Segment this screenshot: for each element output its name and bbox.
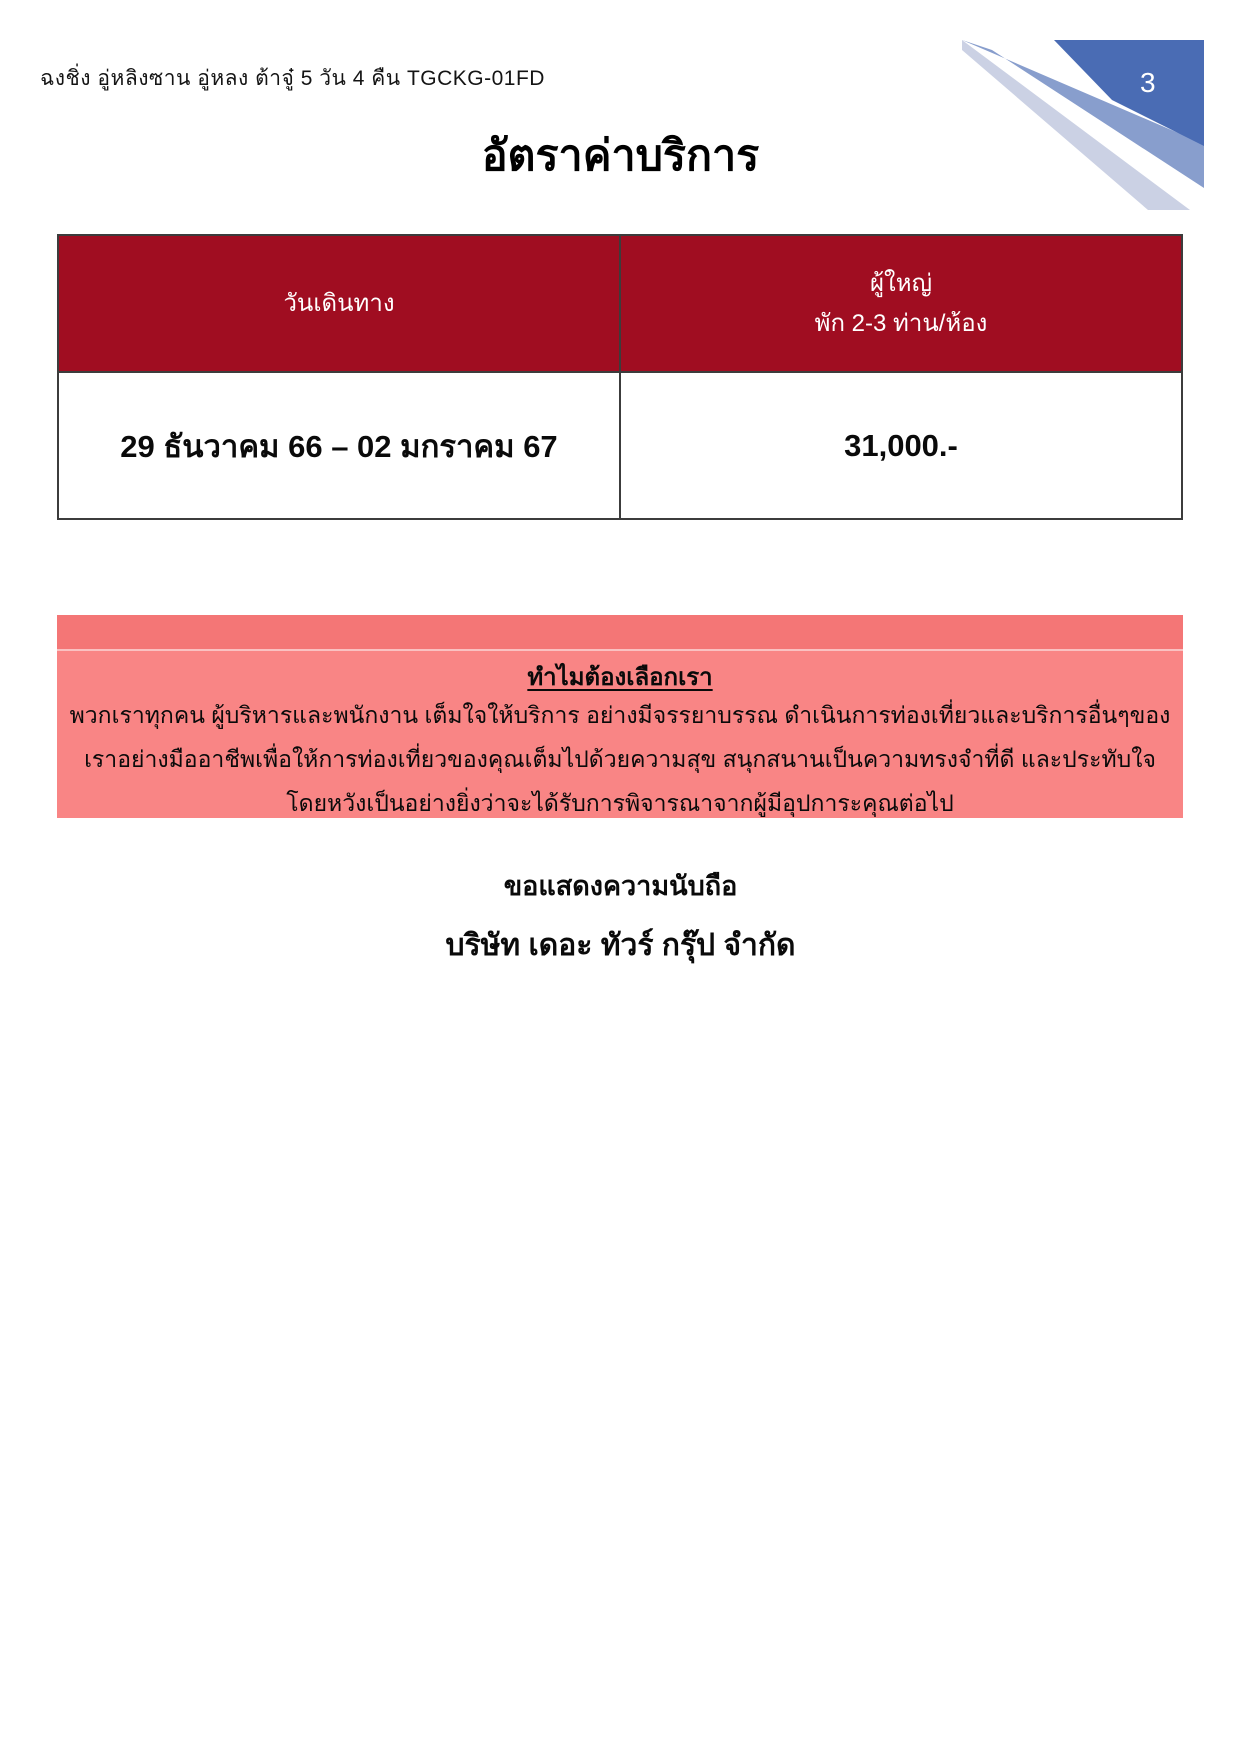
price-table-row — [58, 372, 1182, 519]
header-cell-adult-price — [620, 235, 1182, 372]
page-number: 3 — [1140, 67, 1156, 98]
why-choose-us-box — [57, 615, 1183, 818]
closing-regards-text: ขอแสดงความนับถือ — [503, 871, 738, 901]
company-name-text: บริษัท เดอะ ทัวร์ กรุ๊ป จำกัด — [445, 929, 796, 962]
adult-label: ผู้ใหญ่ — [869, 269, 933, 297]
header-cell-travel-date — [58, 235, 620, 372]
travel-date-value: 29 ธันวาคม 66 – 02 มกราคม 67 — [58, 372, 620, 519]
why-choose-us-paragraph: พวกเราทุกคน ผู้บริหารและพนักงาน เต็มใจให้บริการ อย่างมีจรรยาบรรณ ดำเนินการท่องเที่ยวและบริการอื่นๆของเราอย่างมืออาชีพเพื่อให้การท่องเที่ยวของคุณเต็มไปด้วยความสุข สนุกสนานเป็นความทรงจำที่ดี และประทับใจ โดยหวังเป็นอย่างยิ่งว่าจะได้รับการพิจารณาจากผู้มีอุปการะคุณต่อไป — [69, 702, 1171, 816]
price-table — [57, 234, 1183, 520]
price-value: 31,000.- — [620, 372, 1182, 519]
price-table-header-row — [58, 235, 1182, 372]
tour-code-header: ฉงชิ่ง อู่หลิงซาน อู่หลง ต้าจู๋ 5 วัน 4 คืน TGCKG-01FD — [40, 67, 545, 90]
why-box-top-strip — [57, 615, 1183, 651]
page-title: อัตราค่าบริการ — [481, 132, 760, 180]
travel-date-label: วันเดินทาง — [283, 289, 395, 317]
room-occupancy-label: พัก 2-3 ท่าน/ห้อง — [814, 309, 988, 337]
why-choose-us-heading: ทำไมต้องเลือกเรา — [527, 664, 713, 691]
